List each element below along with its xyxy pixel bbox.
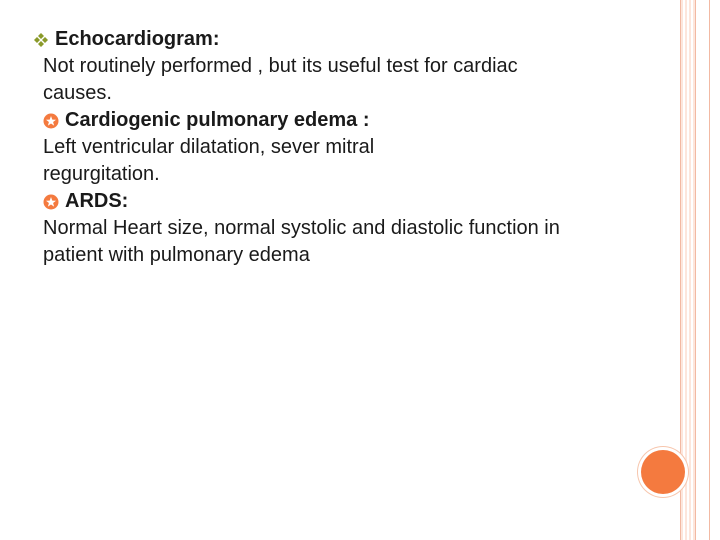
slide-content <box>43 26 673 269</box>
star-bullet-icon <box>43 113 59 129</box>
section-text-line: patient with pulmonary edema <box>43 244 310 266</box>
section-text-line: Left ventricular dilatation, sever mitral <box>43 136 375 158</box>
section-text-line: Normal Heart size, normal systolic and diastolic function in <box>43 217 560 239</box>
heading-label: ARDS: <box>65 190 129 212</box>
section-text-line: regurgitation. <box>43 163 160 185</box>
heading-ards <box>43 188 673 215</box>
star-bullet-icon <box>43 194 59 210</box>
heading-label: Cardiogenic pulmonary edema : <box>65 109 370 131</box>
diamond-bullet-icon <box>33 32 49 48</box>
decorative-stripe-band <box>680 0 696 540</box>
heading-echocardiogram <box>33 26 673 53</box>
heading-cardiogenic-pulmonary-edema <box>43 107 673 134</box>
decorative-band-edge <box>709 0 710 540</box>
section-text-line: Not routinely performed , but its useful test for cardiac <box>43 55 518 77</box>
decorative-circle-icon <box>641 450 685 494</box>
heading-label: Echocardiogram: <box>55 28 220 50</box>
section-text-line: causes. <box>43 82 112 104</box>
